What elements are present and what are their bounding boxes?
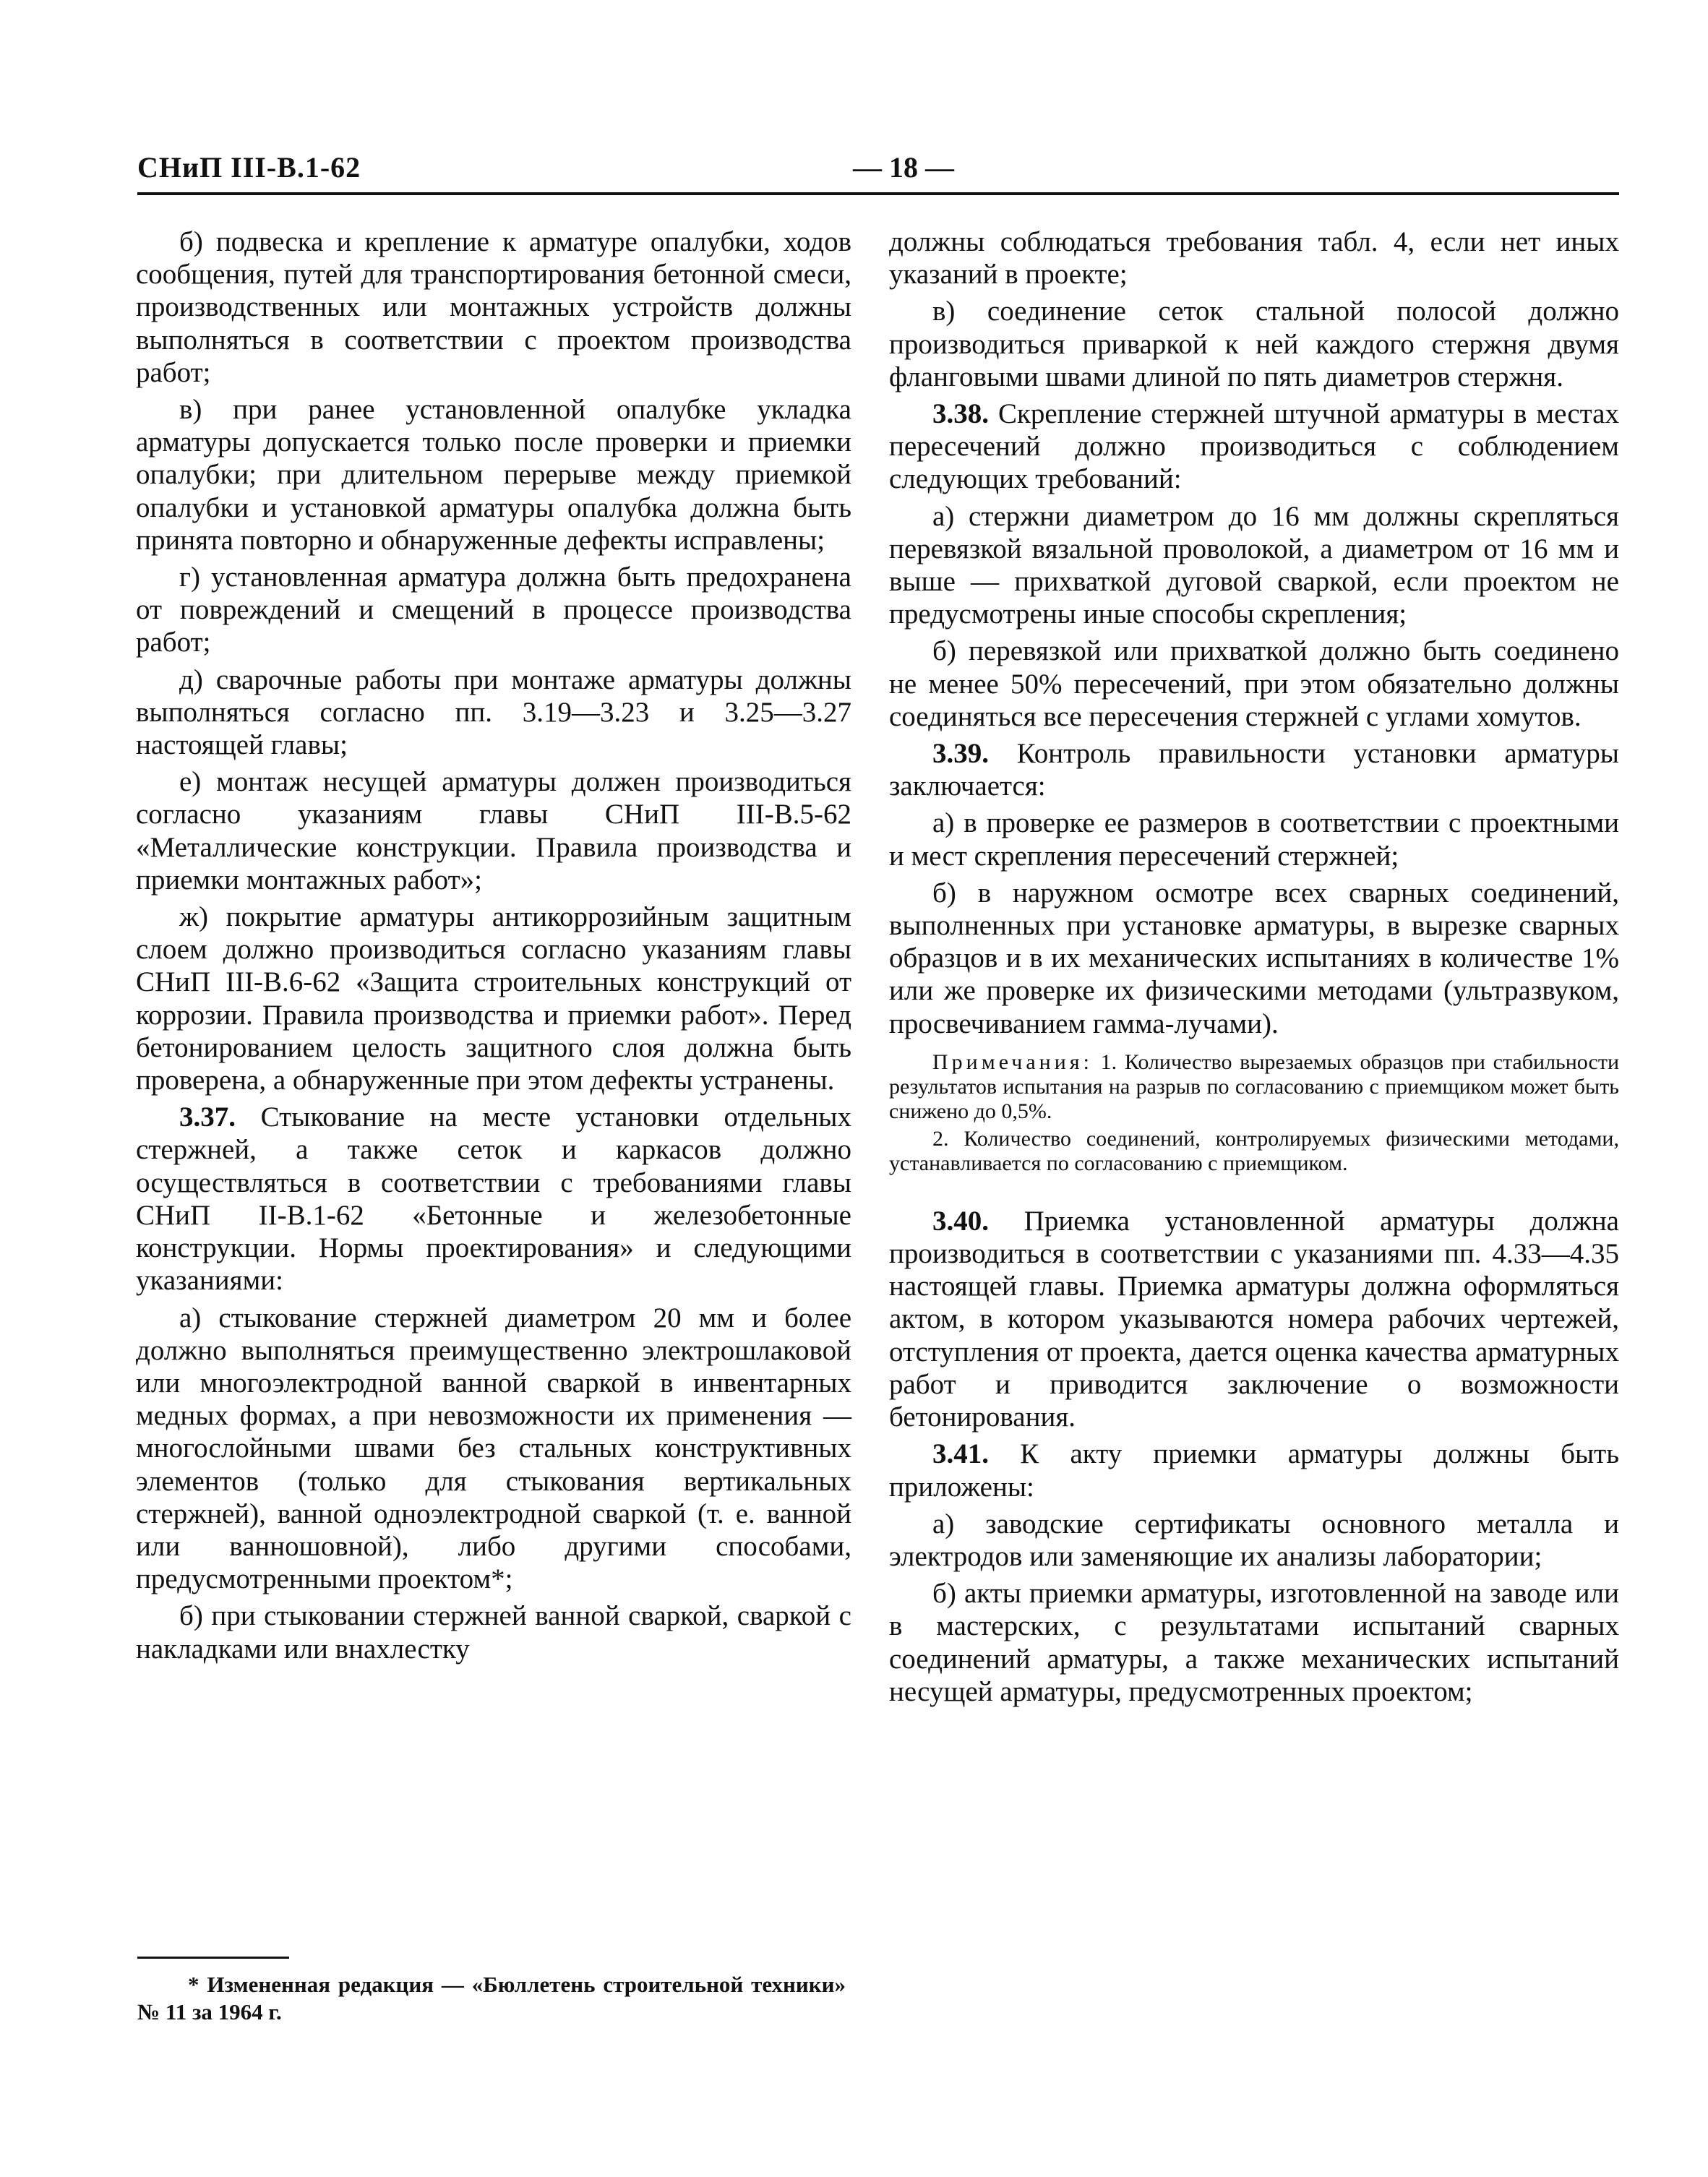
section-number: 3.37. (179, 1102, 236, 1133)
notes-block (889, 1050, 1619, 1176)
paragraph: б) акты приемки арматуры, изготовленной на заводе или в мастерских, с результатами испытаний сварных соединений арматуры, а также механических испытаний несущей арматуры, предусмотренных проектом; (889, 1578, 1619, 1707)
paragraph: а) заводские сертификаты основного металла и электродов или заменяющие их анализы лаборатории; (889, 1508, 1619, 1572)
section-text: К акту приемки арматуры должны быть приложены: (889, 1438, 1619, 1503)
paragraph: г) установленная арматура должна быть предохранена от повреждений и смещений в процессе производства работ; (136, 562, 851, 658)
right-column (889, 226, 1619, 1712)
paragraph: а) стержни диаметром до 16 мм должны скрепляться перевязкой вязальной проволокой, а диаметром от 16 мм и выше — прихваткой дуговой сваркой, если проектом не предусмотрены иные способы скрепления; (889, 500, 1619, 630)
note-text: 1. Количество вырезаемых образцов при стабильности результатов испытания на разрыв по согласованию с приемщиком может быть снижено до 0,5%. (889, 1049, 1620, 1123)
note-item (889, 1050, 1619, 1124)
paragraph: в) соединение сеток стальной полосой должно производиться приваркой к ней каждого стержня двумя фланговыми швами длиной по пять диаметров стержня. (889, 296, 1619, 392)
footnote-rule (137, 1957, 289, 1959)
page-number: — 18 — (853, 151, 954, 184)
notes-label: Примечания: (932, 1049, 1093, 1074)
paragraph: а) стыкование стержней диаметром 20 мм и более должно выполняться преимущественно электрошлаковой или многоэлектродной ванной сваркой в инвентарных медных формах, а при невозможности их применения — многослойными швами без стальных конструктивных элементов (только для стыкования вертикальных стержней), ванной одноэлектродной сваркой (т. е. ванной или ванношовной), либо другими способами, предусмотренными проектом*; (136, 1302, 851, 1595)
section-text: Приемка установленной арматуры должна производиться в соответствии с указаниями пп. 4.33—4.35 настоящей главы. Приемка арматуры должна оформляться актом, в котором указываются номера рабочих чертежей, отступления от проекта, дается оценка качества арматурных работ и приводится заключение о возможности бетонирования. (889, 1205, 1619, 1433)
note-item: 2. Количество соединений, контролируемых физическими методами, устанавливается по согласованию с приемщиком. (889, 1126, 1619, 1175)
section-text: Скрепление стержней штучной арматуры в местах пересечений должно производиться с соблюдением следующих требований: (889, 398, 1619, 495)
section-number: 3.38. (932, 398, 989, 430)
paragraph: должны соблюдаться требования табл. 4, если нет иных указаний в проекте; (889, 226, 1619, 291)
section-text: Контроль правильности установки арматуры заключается: (889, 738, 1619, 802)
section-paragraph (889, 737, 1619, 802)
paragraph: е) монтаж несущей арматуры должен производиться согласно указаниям главы СНиП III-В.5-62 «Металлические конструкции. Правила производства и приемки монтажных работ»; (136, 766, 851, 896)
section-paragraph (889, 1438, 1619, 1503)
left-column (136, 226, 851, 1670)
page-header (137, 150, 1619, 186)
paragraph: ж) покрытие арматуры антикоррозийным защитным слоем должно производиться согласно указаниям главы СНиП III-В.6-62 «Защита строительных конструкций от коррозии. Правила производства и приемки работ». Перед бетонированием целость защитного слоя должна быть проверена, а обнаруженные при этом дефекты устранены. (136, 901, 851, 1096)
section-paragraph (889, 1205, 1619, 1433)
section-text: Стыкование на месте установки отдельных стержней, а также сеток и каркасов должно осуществляться в соответствии с требованиями главы СНиП II-В.1-62 «Бетонные и железобетонные конструкции. Нормы проектирования» и следующими указаниями: (136, 1102, 851, 1297)
paragraph: а) в проверке ее размеров в соответствии с проектными и мест скрепления пересечений стержней; (889, 807, 1619, 872)
footnote: * Измененная редакция — «Бюллетень строительной техники» № 11 за 1964 г. (137, 1972, 846, 2024)
section-number: 3.40. (932, 1205, 989, 1237)
paragraph: б) перевязкой или прихваткой должно быть соединено не менее 50% пересечений, при этом обязательно должны соединяться все пересечения стержней с углами хомутов. (889, 635, 1619, 732)
paragraph: в) при ранее установленной опалубке укладка арматуры допускается только после проверки и приемки опалубки; при длительном перерыве между приемкой опалубки и установкой арматуры опалубка должна быть принята повторно и обнаруженные дефекты исправлены; (136, 394, 851, 556)
paragraph: б) в наружном осмотре всех сварных соединений, выполненных при установке арматуры, в вырезке сварных образцов и в их механических испытаниях в количестве 1% или же проверке их физическими методами (ультразвуком, просвечиванием гамма-лучами). (889, 877, 1619, 1039)
paragraph: б) подвеска и крепление к арматуре опалубки, ходов сообщения, путей для транспортирования бетонной смеси, производственных или монтажных устройств должны выполняться в соответствии с проектом производства работ; (136, 226, 851, 388)
section-paragraph (889, 398, 1619, 496)
paragraph: б) при стыковании стержней ванной сваркой, сваркой с накладками или внахлестку (136, 1600, 851, 1665)
paragraph: д) сварочные работы при монтаже арматуры должны выполняться согласно пп. 3.19—3.23 и 3.25—3.27 настоящей главы; (136, 664, 851, 761)
section-number: 3.39. (932, 738, 989, 770)
section-paragraph (136, 1101, 851, 1297)
header-rule (137, 192, 1619, 195)
section-number: 3.41. (932, 1438, 989, 1470)
document-code: СНиП III-В.1-62 (137, 151, 361, 184)
